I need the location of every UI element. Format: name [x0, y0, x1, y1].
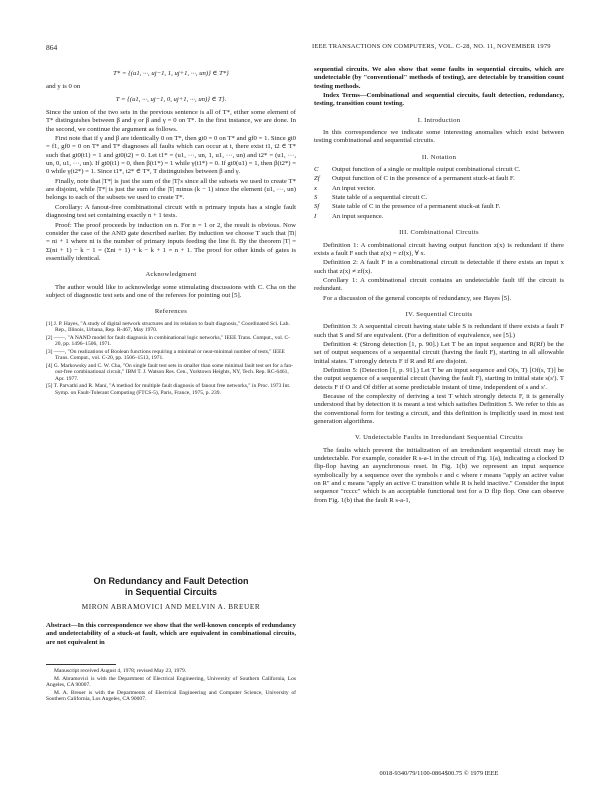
abstract: Abstract—In this correspondence we show that the well-known concepts of redundancy and undetectability of a stuck-at fault, which are equivalent in combinational circuits, are not equivalent in	[46, 622, 296, 646]
corollary: Corollary 1: A combinational circuit contains an undetectable fault iff the circuit is redundant.	[314, 276, 564, 293]
section-heading: IV. Sequential Circuits	[405, 310, 473, 318]
notation-symbol: x	[314, 184, 317, 192]
section-heading: II. Notation	[421, 153, 457, 161]
abstract-continued: sequential circuits. We also show that some faults in sequential circuits, which are undetectable (by "conventional" methods of testing), are detectable by transition count testing methods.	[314, 66, 564, 90]
notation-item	[314, 166, 564, 174]
footnote: M. Abramovici is with the Department of Electrical Engineering, University of Southern California, Los Angeles, CA 90007.	[46, 675, 296, 689]
references-heading: References	[154, 308, 188, 316]
page-number: 864	[46, 43, 58, 52]
section-heading: V. Undetectable Faults in Irredundant Sequential Circuits	[354, 434, 524, 442]
notation-text: Output function of a single or multiple output combinational circuit C.	[332, 166, 521, 174]
notation-item	[314, 213, 564, 221]
section-heading: III. Combinational Circuits	[399, 229, 479, 237]
notation-symbol: Sf	[314, 203, 320, 211]
paragraph: The faults which prevent the initialization of an irredundant sequential circuit may be undetectable. For example, consider R s-a-1 in the circuit of Fig. 1(a), indicating a clocked D flip-flop having an asynchronous reset. In Fig. 1(b) we represent an input sequence symbolically by a sequence over the symbols r and c where r means "apply an active value on R" and c means "apply an active C transition while R is held inactive." Consider the input sequence "rcccc" which is an acceptable functional test for a D flip flop. One can observe from Fig. 1(b) that the fault R s-a-1,	[314, 446, 564, 504]
equation-t: T = {(u1, ···, uj−1, 0, uj+1, ···, un)} ∈ T}.	[115, 95, 227, 103]
paragraph: Since the union of the two sets in the previous sentence is all of T*, either some element of T* distinguishes between β and γ or β and γ = 0 on T*. In the first instance, we are done. In the second, we continue the argument as follows.	[46, 109, 296, 133]
right-column	[314, 66, 564, 506]
definition: Definition 1: A combinational circuit having output function z(x) is redundant if there exists a fault F such that z(x) = zf(x), ∀ x.	[314, 241, 564, 257]
definition: Definition 5: (Detection [1, p. 91].) Let T be an input sequence and O(s, T) [Of(s, T)] be the output sequence of a sequential circuit (having the fault F), starting in initial state s(s′). T detects F if O and Of differ at some predictable instant of time, independent of s and s′.	[314, 366, 564, 391]
index-terms: Index Terms—Combinational and sequential circuits, fault detection, redundancy, testing, transition count testing.	[314, 92, 564, 108]
notation-item	[314, 194, 564, 202]
paragraph: Finally, note that |T*| is just the sum of the |T|'s since all the subsets we used to create T* are disjoint, while |T*| is just the sum of the |T| minus (k − 1) since the element (u1, ···, un) belongs to each of the subsets we used to create T*.	[46, 177, 296, 202]
notation-symbol: S	[314, 194, 318, 202]
equation-connector: and y is 0 on	[46, 83, 81, 91]
proof: Proof: The proof proceeds by induction on n. For n = 1 or 2, the result is obvious. Now consider the case of the AND gate described earlier. By induction we choose T such that |Ti| = ni + 1 where ni is the number of primary inputs feeding the line fi. By the theorem |T| = Σ(ni + 1) − k − 1 = (Σni + 1) + k − k + 1 = n + 1. The proof for other kinds of gates is essentially identical.	[46, 221, 296, 262]
notation-text: An input sequence.	[332, 212, 384, 220]
definition: Definition 4: (Strong detection [1, p. 90].) Let T be an input sequence and R(Rf) be the set of output sequences of a sequential circuit (having the fault F), starting in all allowable initial states. T strongly detects F if R and Rf are disjoint.	[314, 340, 564, 365]
article-title-line: On Redundancy and Fault Detection	[93, 576, 249, 586]
notation-symbol: Zf	[314, 175, 320, 183]
footnote: M. A. Breuer is with the Departments of Electrical Engineering and Computer Science, University of Southern California, Los Angeles, CA 90007.	[46, 689, 296, 703]
notation-symbol: I	[314, 212, 317, 220]
notation-text: An input vector.	[332, 184, 376, 192]
acknowledgment-heading: Acknowledgment	[145, 271, 197, 279]
running-header: IEEE TRANSACTIONS ON COMPUTERS, VOL. C-28, NO. 11, NOVEMBER 1979	[312, 43, 551, 50]
article-title-line: in Sequential Circuits	[124, 587, 218, 597]
notation-text: State table of a sequential circuit C.	[332, 194, 428, 202]
footnotes	[46, 668, 296, 704]
notation-item	[314, 185, 564, 193]
article-title	[46, 576, 296, 598]
copyright-line: 0018-9340/79/1100-0864$00.75 © 1979 IEEE	[379, 770, 499, 777]
paragraph: For a discussion of the general concepts of redundancy, see Hayes [5].	[323, 294, 512, 302]
paragraph: Because of the complexity of deriving a test T which strongly detects F, it is generally understood that by detection it is meant a test which satisfies Definition 5. We refer to this as the conventional form for testing a circuit, and this definition is implicitly used in most test generation algorithms.	[314, 393, 564, 426]
notation-text: Output function of C in the presence of a permanent stuck-at fault F.	[332, 175, 515, 183]
equation-t-star: T* = {(u1, ···, uj−1, 1, uj+1, ···, un)} ∈ T*}	[113, 70, 229, 77]
footnote-rule	[46, 664, 116, 665]
left-column	[46, 66, 296, 397]
notation-item	[314, 175, 564, 183]
notation-item	[314, 203, 564, 211]
paragraph: In this correspondence we indicate some interesting anomalies which exist between testing combinational and sequential circuits.	[314, 129, 564, 145]
notation-text: State table of C in the presence of a permanent stuck-at fault F.	[332, 203, 501, 211]
notation-symbol: C	[314, 166, 319, 174]
definition: Definition 2: A fault F in a combinational circuit is detectable if there exists an input x such that z(x) ≠ zf(x).	[314, 259, 564, 275]
reference-item: [1] J. P. Hayes, "A study of digital network structures and its relation to fault diagnosis," Coordinated Sci. Lab. Rep., Illinois, Urbana, Rep. R-467, May 1970.	[46, 320, 290, 334]
reference-item: [4] G. Markowsky and C. W. Cha, "On single fault test sets in smaller than some minimal fault test set for a fan-out-free combinational circuit," IBM T. J. Watson Res. Cen., Yorktown Heights, NY, Tech. Rep. RC-6461, Apr. 1977.	[46, 362, 293, 382]
footnote: Manuscript received August 4, 1978; revised May 23, 1979.	[54, 668, 187, 674]
paragraph: First note that if γ and β are identically 0 on T*, then gt0 = 0 on T* and gf0 = 1. Since gt0 = f1, gf0 = 0 on T* and T* diagnoses all faults which can occur at t, there exist t1, t2 ∈ T* such that gt0(t1) = 1 and gt0(t2) = 0. Let t1* = (u1, ···, un, 1, u1, ···, un) and t2* = (u1, ···, un, 0, u1, ···, un). If gt0(t1) = 0, then β(t1*) = 1 while γ(t1*) = 0. If gt0(u1) = 1, then β(t2*) = 0 while γ(t2*) = 1. Since t1*, t2* ∈ T*, T distinguishes between β and γ.	[46, 135, 296, 176]
article-authors: MIRON ABRAMOVICI AND MELVIN A. BREUER	[81, 603, 261, 611]
reference-item: [5] T. Parvathi and R. Mani, "A method for multiple fault diagnosis of fanout free networks," in Proc. 1973 Int. Symp. on Fault-Tolerant Computing (FTCS-5), Paris, France, 1975, p. 239.	[46, 383, 291, 396]
reference-item: [2] ——, "A NAND model for fault diagnosis in combinational logic networks," IEEE Trans. Comput., vol. C-20, pp. 1496–1506, 1971.	[46, 334, 291, 348]
reference-item: [3] ——, "On realizations of Boolean functions requiring a minimal or near-minimal number of tests," IEEE Trans. Comput., vol. C-20, pp. 1506–1513, 1971.	[46, 348, 285, 362]
acknowledgment-text: The author would like to acknowledge some stimulating discussions with C. Cha on the subject of diagnostic test sets and one of the referees for pointing out [5].	[46, 283, 296, 299]
section-heading: I. Introduction	[417, 116, 461, 124]
corollary: Corollary: A fanout-free combinational circuit with n primary inputs has a single fault diagnosing test set containing exactly n + 1 tests.	[46, 203, 296, 220]
definition: Definition 3: A sequential circuit having state table S is redundant if there exists a fault F such that S and Sf are equivalent. (For a definition of equivalence, see [5].)	[314, 323, 564, 339]
